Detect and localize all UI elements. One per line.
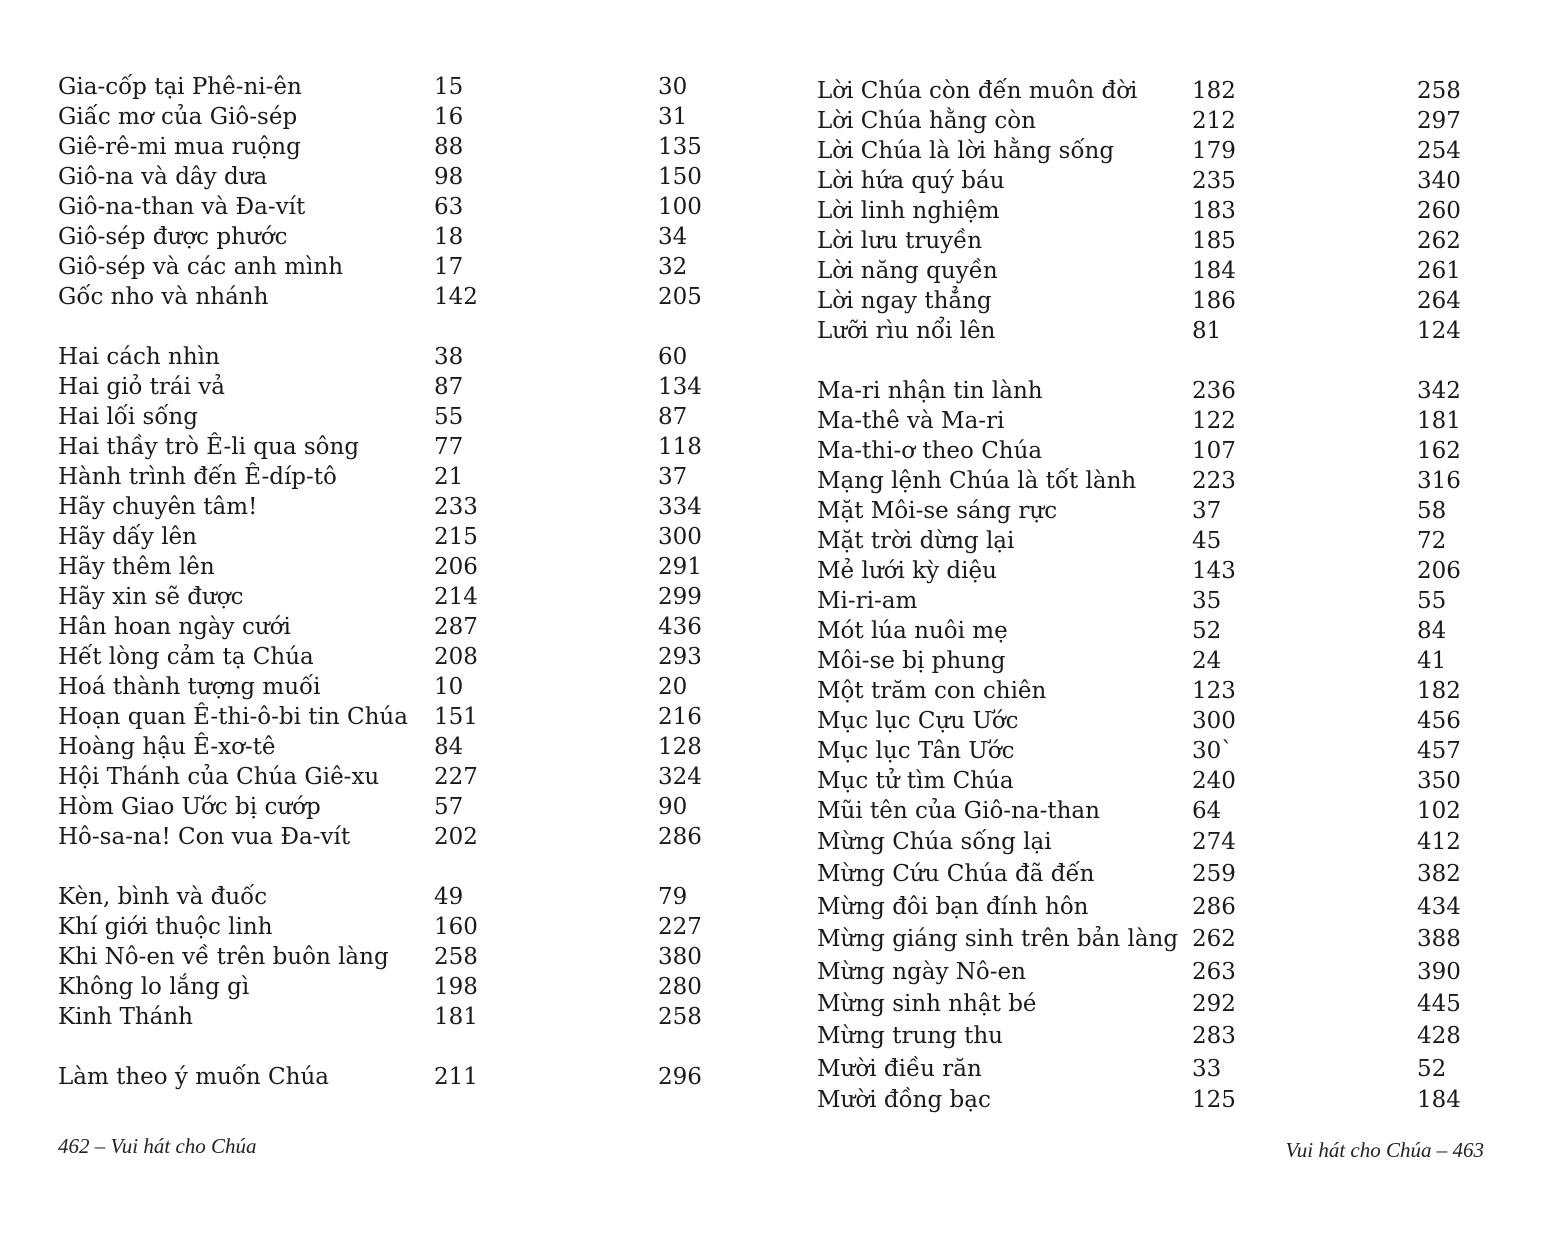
entry-page-number: 20 xyxy=(658,674,688,700)
entry-page-number: 162 xyxy=(1417,438,1461,464)
entry-song-number: 181 xyxy=(434,1004,478,1030)
entry-title: Mót lúa nuôi mẹ xyxy=(817,618,1008,644)
entry-page-number: 261 xyxy=(1417,258,1461,284)
entry-title: Lưỡi rìu nổi lên xyxy=(817,318,996,344)
index-entry xyxy=(58,822,758,852)
entry-song-number: 45 xyxy=(1192,528,1222,554)
entry-page-number: 457 xyxy=(1417,738,1461,764)
index-entry xyxy=(817,136,1517,166)
entry-song-number: 292 xyxy=(1192,990,1236,1017)
entry-title: Mừng giáng sinh trên bản làng xyxy=(817,926,1179,953)
entry-song-number: 122 xyxy=(1192,408,1236,434)
entry-title: Gốc nho và nhánh xyxy=(58,284,269,310)
entry-song-number: 263 xyxy=(1192,958,1236,985)
entry-page-number: 31 xyxy=(658,104,688,130)
entry-song-number: 33 xyxy=(1192,1055,1222,1082)
entry-page-number: 216 xyxy=(658,704,702,730)
index-entry xyxy=(58,732,758,762)
index-entry xyxy=(817,256,1517,286)
index-entry xyxy=(58,492,758,522)
entry-title: Hãy thêm lên xyxy=(58,554,215,580)
index-entry xyxy=(58,942,758,972)
entry-title: Giê-rê-mi mua ruộng xyxy=(58,134,301,160)
index-entry xyxy=(817,1053,1517,1085)
entry-title: Làm theo ý muốn Chúa xyxy=(58,1064,329,1090)
index-entry xyxy=(817,526,1517,556)
entry-page-number: 340 xyxy=(1417,168,1461,194)
entry-song-number: 186 xyxy=(1192,288,1236,314)
index-entry xyxy=(58,882,758,912)
entry-title: Hai giỏ trái vả xyxy=(58,374,225,400)
entry-page-number: 412 xyxy=(1417,829,1461,855)
entry-page-number: 388 xyxy=(1417,926,1461,953)
index-entry xyxy=(817,556,1517,586)
section-spacer xyxy=(58,852,758,882)
index-entry xyxy=(58,612,758,642)
entry-title: Hoá thành tượng muối xyxy=(58,674,321,700)
entry-song-number: 10 xyxy=(434,674,464,700)
index-entry xyxy=(817,646,1517,676)
entry-title: Mặt Môi-se sáng rực xyxy=(817,498,1058,524)
entry-page-number: 258 xyxy=(1417,78,1461,104)
index-entry xyxy=(58,912,758,942)
entry-title: Hai lối sống xyxy=(58,404,198,430)
entry-song-number: 198 xyxy=(434,974,478,1000)
index-entry xyxy=(817,286,1517,316)
entry-page-number: 118 xyxy=(658,434,702,460)
index-entry xyxy=(817,316,1517,346)
entry-page-number: 58 xyxy=(1417,498,1447,524)
entry-song-number: 182 xyxy=(1192,78,1236,104)
entry-title: Hành trình đến Ê-díp-tô xyxy=(58,464,337,490)
index-entry xyxy=(58,372,758,402)
entry-title: Môi-se bị phung xyxy=(817,648,1006,674)
index-entry xyxy=(817,736,1517,766)
index-entry xyxy=(817,106,1517,136)
entry-page-number: 206 xyxy=(1417,558,1461,584)
index-entry xyxy=(58,792,758,822)
entry-title: Lời năng quyền xyxy=(817,258,998,284)
entry-song-number: 258 xyxy=(434,944,478,970)
entry-page-number: 41 xyxy=(1417,648,1447,674)
entry-page-number: 324 xyxy=(658,764,702,790)
entry-song-number: 185 xyxy=(1192,228,1236,254)
right-page-index xyxy=(817,76,1517,1115)
index-entry xyxy=(58,252,758,282)
entry-title: Gia-cốp tại Phê-ni-ên xyxy=(58,74,302,100)
index-entry xyxy=(58,972,758,1002)
entry-song-number: 17 xyxy=(434,254,464,280)
index-entry xyxy=(817,988,1517,1020)
entry-title: Lời lưu truyền xyxy=(817,228,983,254)
entry-title: Hoàng hậu Ê-xơ-tê xyxy=(58,734,276,760)
entry-title: Mừng ngày Nô-en xyxy=(817,958,1026,985)
entry-title: Mừng Chúa sống lại xyxy=(817,829,1052,855)
entry-page-number: 90 xyxy=(658,794,688,820)
index-entry xyxy=(817,226,1517,256)
index-entry xyxy=(817,766,1517,796)
entry-page-number: 428 xyxy=(1417,1023,1461,1050)
entry-song-number: 63 xyxy=(434,194,464,220)
entry-title: Mừng đôi bạn đính hôn xyxy=(817,893,1089,920)
index-entry xyxy=(817,406,1517,436)
index-entry xyxy=(58,432,758,462)
entry-page-number: 135 xyxy=(658,134,702,160)
entry-title: Khi Nô-en về trên buôn làng xyxy=(58,944,389,970)
entry-title: Mũi tên của Giô-na-than xyxy=(817,798,1100,824)
entry-page-number: 84 xyxy=(1417,618,1447,644)
entry-page-number: 205 xyxy=(658,284,702,310)
entry-page-number: 134 xyxy=(658,374,702,400)
index-entry xyxy=(817,436,1517,466)
entry-title: Hết lòng cảm tạ Chúa xyxy=(58,644,314,670)
entry-song-number: 125 xyxy=(1192,1087,1236,1114)
entry-song-number: 98 xyxy=(434,164,464,190)
index-entry xyxy=(58,282,758,312)
entry-song-number: 183 xyxy=(1192,198,1236,224)
entry-song-number: 38 xyxy=(434,344,464,370)
index-entry xyxy=(817,676,1517,706)
entry-song-number: 206 xyxy=(434,554,478,580)
index-entry xyxy=(58,702,758,732)
entry-title: Hai thầy trò Ê-li qua sông xyxy=(58,434,360,460)
entry-page-number: 87 xyxy=(658,404,688,430)
entry-song-number: 52 xyxy=(1192,618,1222,644)
entry-title: Kinh Thánh xyxy=(58,1004,193,1030)
entry-song-number: 184 xyxy=(1192,258,1236,284)
entry-title: Mi-ri-am xyxy=(817,588,918,614)
entry-song-number: 262 xyxy=(1192,926,1236,953)
entry-song-number: 259 xyxy=(1192,861,1236,888)
entry-song-number: 16 xyxy=(434,104,464,130)
index-entry xyxy=(817,796,1517,826)
entry-song-number: 21 xyxy=(434,464,464,490)
entry-title: Hãy chuyên tâm! xyxy=(58,494,258,520)
section-spacer xyxy=(817,346,1517,376)
entry-title: Mục tử tìm Chúa xyxy=(817,768,1014,794)
entry-title: Mẻ lưới kỳ diệu xyxy=(817,558,997,584)
index-entry xyxy=(58,462,758,492)
index-entry xyxy=(817,166,1517,196)
entry-song-number: 240 xyxy=(1192,768,1236,794)
entry-song-number: 160 xyxy=(434,914,478,940)
entry-song-number: 107 xyxy=(1192,438,1236,464)
entry-title: Lời Chúa còn đến muôn đời xyxy=(817,78,1138,104)
index-entry xyxy=(58,342,758,372)
entry-page-number: 300 xyxy=(658,524,702,550)
entry-song-number: 212 xyxy=(1192,108,1236,134)
index-entry xyxy=(58,402,758,432)
index-entry xyxy=(817,891,1517,923)
entry-title: Ma-ri nhận tin lành xyxy=(817,378,1043,404)
entry-page-number: 184 xyxy=(1417,1087,1461,1114)
entry-song-number: 37 xyxy=(1192,498,1222,524)
entry-page-number: 150 xyxy=(658,164,702,190)
index-entry xyxy=(817,586,1517,616)
index-entry xyxy=(58,132,758,162)
index-entry xyxy=(58,192,758,222)
entry-page-number: 291 xyxy=(658,554,702,580)
entry-title: Hãy dấy lên xyxy=(58,524,197,550)
entry-page-number: 390 xyxy=(1417,958,1461,985)
entry-page-number: 334 xyxy=(658,494,702,520)
entry-page-number: 30 xyxy=(658,74,688,100)
index-entry xyxy=(58,102,758,132)
entry-page-number: 72 xyxy=(1417,528,1447,554)
index-entry xyxy=(817,826,1517,858)
entry-page-number: 34 xyxy=(658,224,688,250)
entry-song-number: 286 xyxy=(1192,893,1236,920)
entry-page-number: 37 xyxy=(658,464,688,490)
entry-title: Mục lục Cựu Ước xyxy=(817,708,1019,734)
entry-title: Giô-na và dây dưa xyxy=(58,164,268,190)
entry-page-number: 182 xyxy=(1417,678,1461,704)
entry-title: Hãy xin sẽ được xyxy=(58,584,244,610)
index-entry xyxy=(817,496,1517,526)
index-entry xyxy=(817,923,1517,955)
entry-song-number: 300 xyxy=(1192,708,1236,734)
entry-title: Mừng sinh nhật bé xyxy=(817,990,1037,1017)
entry-page-number: 55 xyxy=(1417,588,1447,614)
entry-page-number: 297 xyxy=(1417,108,1461,134)
section-spacer xyxy=(58,1032,758,1062)
left-page-footer: 462 – Vui hát cho Chúa xyxy=(58,1134,257,1158)
entry-song-number: 233 xyxy=(434,494,478,520)
index-entry xyxy=(58,552,758,582)
entry-song-number: 287 xyxy=(434,614,478,640)
right-page-footer: Vui hát cho Chúa – 463 xyxy=(1285,1138,1484,1162)
index-entry xyxy=(817,956,1517,988)
entry-title: Hai cách nhìn xyxy=(58,344,220,370)
entry-song-number: 84 xyxy=(434,734,464,760)
entry-song-number: 24 xyxy=(1192,648,1222,674)
entry-page-number: 128 xyxy=(658,734,702,760)
entry-title: Giấc mơ của Giô-sép xyxy=(58,104,298,130)
entry-title: Ma-thê và Ma-ri xyxy=(817,408,1005,434)
entry-title: Hô-sa-na! Con vua Đa-vít xyxy=(58,824,351,850)
entry-song-number: 88 xyxy=(434,134,464,160)
entry-title: Mặt trời dừng lại xyxy=(817,528,1015,554)
entry-song-number: 64 xyxy=(1192,798,1222,824)
entry-title: Lời hứa quý báu xyxy=(817,168,1005,194)
entry-title: Khí giới thuộc linh xyxy=(58,914,273,940)
index-entry xyxy=(58,162,758,192)
entry-page-number: 456 xyxy=(1417,708,1461,734)
entry-title: Lời ngay thẳng xyxy=(817,288,992,314)
entry-song-number: 77 xyxy=(434,434,464,460)
entry-song-number: 179 xyxy=(1192,138,1236,164)
index-entry xyxy=(817,706,1517,736)
entry-title: Giô-sép được phước xyxy=(58,224,288,250)
entry-page-number: 260 xyxy=(1417,198,1461,224)
entry-page-number: 342 xyxy=(1417,378,1461,404)
entry-page-number: 299 xyxy=(658,584,702,610)
entry-page-number: 32 xyxy=(658,254,688,280)
entry-page-number: 382 xyxy=(1417,861,1461,888)
entry-title: Mười điều răn xyxy=(817,1055,982,1082)
section-spacer xyxy=(58,312,758,342)
entry-song-number: 30` xyxy=(1192,738,1233,764)
entry-title: Không lo lắng gì xyxy=(58,974,250,1000)
entry-page-number: 60 xyxy=(658,344,688,370)
index-entry xyxy=(58,1062,758,1092)
entry-title: Hân hoan ngày cưới xyxy=(58,614,291,640)
left-page-index xyxy=(58,72,758,1092)
entry-title: Mạng lệnh Chúa là tốt lành xyxy=(817,468,1137,494)
entry-page-number: 52 xyxy=(1417,1055,1447,1082)
entry-page-number: 436 xyxy=(658,614,702,640)
index-entry xyxy=(58,762,758,792)
entry-page-number: 124 xyxy=(1417,318,1461,344)
index-entry xyxy=(58,1002,758,1032)
entry-song-number: 81 xyxy=(1192,318,1222,344)
index-entry xyxy=(58,72,758,102)
index-entry xyxy=(817,466,1517,496)
entry-title: Hoạn quan Ê-thi-ô-bi tin Chúa xyxy=(58,704,408,730)
entry-page-number: 296 xyxy=(658,1064,702,1090)
index-entry xyxy=(817,196,1517,226)
index-entry xyxy=(58,642,758,672)
entry-page-number: 181 xyxy=(1417,408,1461,434)
entry-song-number: 15 xyxy=(434,74,464,100)
entry-page-number: 254 xyxy=(1417,138,1461,164)
entry-title: Mục lục Tân Ước xyxy=(817,738,1015,764)
index-entry xyxy=(817,1020,1517,1052)
entry-song-number: 283 xyxy=(1192,1023,1236,1050)
entry-title: Mừng Cứu Chúa đã đến xyxy=(817,861,1095,888)
entry-page-number: 258 xyxy=(658,1004,702,1030)
entry-title: Lời linh nghiệm xyxy=(817,198,1000,224)
entry-song-number: 57 xyxy=(434,794,464,820)
entry-song-number: 211 xyxy=(434,1064,478,1090)
entry-song-number: 215 xyxy=(434,524,478,550)
entry-page-number: 79 xyxy=(658,884,688,910)
entry-title: Lời Chúa là lời hằng sống xyxy=(817,138,1115,164)
entry-title: Kèn, bình và đuốc xyxy=(58,884,268,910)
entry-song-number: 35 xyxy=(1192,588,1222,614)
entry-page-number: 102 xyxy=(1417,798,1461,824)
entry-page-number: 286 xyxy=(658,824,702,850)
entry-page-number: 280 xyxy=(658,974,702,1000)
entry-song-number: 142 xyxy=(434,284,478,310)
entry-title: Giô-sép và các anh mình xyxy=(58,254,344,280)
entry-song-number: 202 xyxy=(434,824,478,850)
entry-title: Lời Chúa hằng còn xyxy=(817,108,1036,134)
entry-title: Mười đồng bạc xyxy=(817,1087,991,1114)
entry-song-number: 236 xyxy=(1192,378,1236,404)
entry-page-number: 380 xyxy=(658,944,702,970)
entry-song-number: 49 xyxy=(434,884,464,910)
index-entry xyxy=(58,582,758,612)
entry-title: Giô-na-than và Đa-vít xyxy=(58,194,306,220)
index-entry xyxy=(817,1085,1517,1115)
entry-song-number: 223 xyxy=(1192,468,1236,494)
entry-page-number: 227 xyxy=(658,914,702,940)
entry-page-number: 445 xyxy=(1417,990,1461,1017)
entry-song-number: 214 xyxy=(434,584,478,610)
entry-song-number: 227 xyxy=(434,764,478,790)
entry-song-number: 123 xyxy=(1192,678,1236,704)
entry-title: Hội Thánh của Chúa Giê-xu xyxy=(58,764,380,790)
index-entry xyxy=(817,858,1517,890)
index-entry xyxy=(58,222,758,252)
entry-page-number: 350 xyxy=(1417,768,1461,794)
entry-page-number: 262 xyxy=(1417,228,1461,254)
entry-song-number: 55 xyxy=(434,404,464,430)
entry-page-number: 264 xyxy=(1417,288,1461,314)
entry-page-number: 316 xyxy=(1417,468,1461,494)
entry-song-number: 143 xyxy=(1192,558,1236,584)
index-entry xyxy=(58,522,758,552)
index-entry xyxy=(58,672,758,702)
entry-title: Hòm Giao Ước bị cướp xyxy=(58,794,321,820)
entry-title: Mừng trung thu xyxy=(817,1023,1003,1050)
entry-title: Ma-thi-ơ theo Chúa xyxy=(817,438,1043,464)
entry-song-number: 274 xyxy=(1192,829,1236,855)
entry-song-number: 18 xyxy=(434,224,464,250)
entry-song-number: 87 xyxy=(434,374,464,400)
entry-song-number: 151 xyxy=(434,704,478,730)
index-entry xyxy=(817,376,1517,406)
index-entry xyxy=(817,76,1517,106)
entry-page-number: 434 xyxy=(1417,893,1461,920)
entry-song-number: 208 xyxy=(434,644,478,670)
entry-page-number: 100 xyxy=(658,194,702,220)
entry-song-number: 235 xyxy=(1192,168,1236,194)
entry-title: Một trăm con chiên xyxy=(817,678,1047,704)
entry-page-number: 293 xyxy=(658,644,702,670)
index-entry xyxy=(817,616,1517,646)
